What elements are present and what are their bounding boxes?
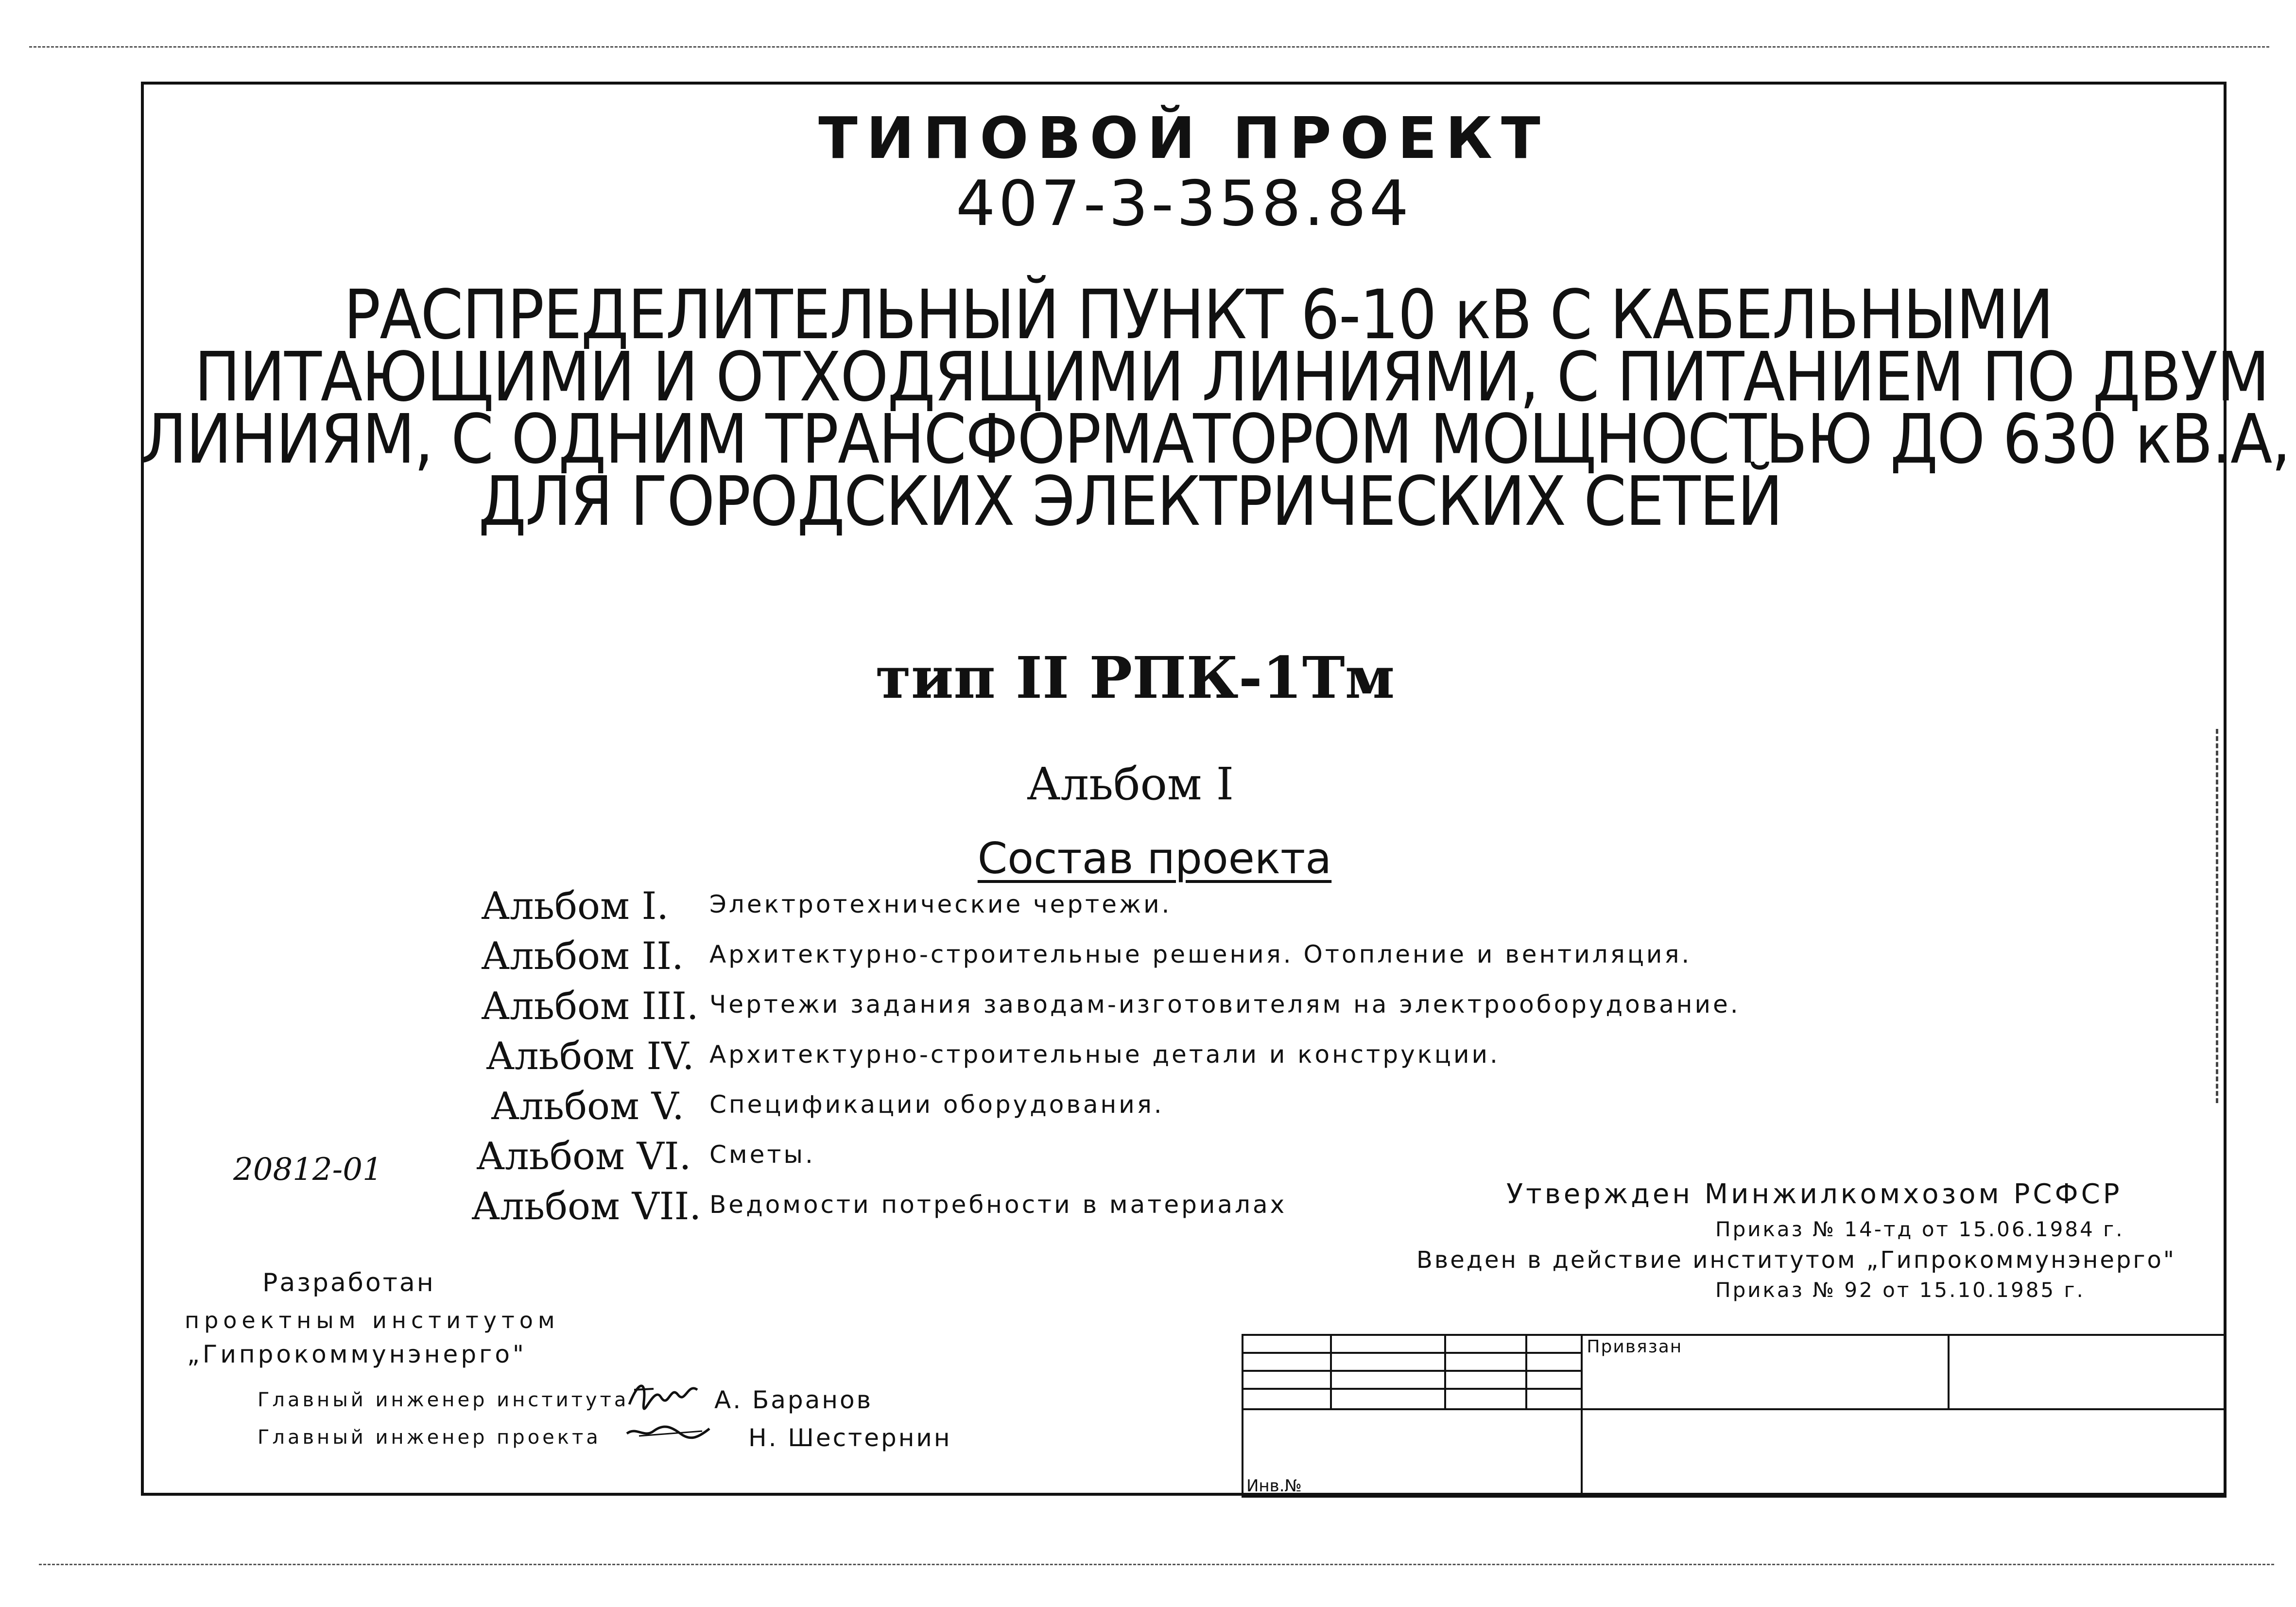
stamp-cell [1582, 1409, 2226, 1497]
stamp-cell [1445, 1371, 1526, 1389]
project-subtype: тип II РПК-1Тм [875, 644, 1395, 711]
album-label: Альбом V. [491, 1085, 684, 1128]
title-line-1: РАСПРЕДЕЛИТЕЛЬНЫЙ ПУНКТ 6-10 кВ С КАБЕЛЬНЫМИ [344, 276, 2053, 355]
stamp-attached-cell [1582, 1335, 1949, 1409]
composition-heading: Состав проекта [977, 833, 1332, 883]
title-line-2: ПИТАЮЩИМИ И ОТХОДЯЩИМИ ЛИНИЯМИ, С ПИТАНИЕМ ПО ДВУМ [194, 338, 2269, 417]
album-label: Альбом II. [481, 934, 684, 978]
album-number: Альбом I [1026, 758, 1234, 810]
stamp-inventory-label: Инв.№ [1246, 1476, 1302, 1496]
title-line-3: ЛИНИЯМ, С ОДНИМ ТРАНСФОРМАТОРОМ МОЩНОСТЬЮ ДО 630 кВ.А, [141, 400, 2290, 479]
developer-line-1: Разработан [262, 1268, 435, 1297]
stamp-cell [1949, 1335, 2226, 1409]
title-line-4: ДЛЯ ГОРОДСКИХ ЭЛЕКТРИЧЕСКИХ СЕТЕЙ [478, 462, 1782, 541]
developer-line-3: „Гипрокоммунэнерго" [187, 1340, 527, 1368]
album-label: Альбом III. [481, 985, 699, 1028]
stamp-attached-label: Привязан [1587, 1337, 1683, 1357]
handwritten-code: 20812-01 [233, 1152, 382, 1188]
approval-order-2: Приказ № 92 от 15.10.1985 г. [1715, 1278, 2085, 1302]
stamp-cell [1445, 1335, 1526, 1353]
title-block-stamp [1242, 1334, 2227, 1498]
album-description: Архитектурно-строительные детали и конструкции. [709, 1040, 1500, 1069]
album-description: Архитектурно-строительные решения. Отопление и вентиляция. [709, 940, 1692, 968]
chief-project-label: Главный инженер проекта [258, 1426, 601, 1449]
stamp-cell [1526, 1389, 1582, 1409]
album-description: Электротехнические чертежи. [709, 890, 1172, 918]
album-label: Альбом VII. [471, 1185, 702, 1228]
album-description: Спецификации оборудования. [709, 1090, 1164, 1119]
stamp-cell [1526, 1371, 1582, 1389]
album-description: Сметы. [709, 1140, 815, 1169]
stamp-cell [1445, 1389, 1526, 1409]
chief-institute-name: А. Баранов [714, 1386, 873, 1414]
approval-order-1: Приказ № 14-тд от 15.06.1984 г. [1715, 1217, 2124, 1241]
chief-project-name: Н. Шестернин [748, 1424, 952, 1452]
album-description: Чертежи задания заводам-изготовителям на электрооборудование. [709, 990, 1741, 1019]
stamp-cell [1243, 1335, 1331, 1353]
stamp-cell [1331, 1353, 1446, 1371]
scan-edge-bottom [39, 1564, 2274, 1565]
signature-shesternin [624, 1417, 722, 1446]
stamp-cell [1526, 1335, 1582, 1353]
stamp-cell [1331, 1389, 1446, 1409]
project-type-label: ТИПОВОЙ ПРОЕКТ [818, 104, 1549, 172]
album-label: Альбом I. [481, 884, 669, 928]
signature-baranov [624, 1375, 707, 1414]
stamp-cell [1243, 1389, 1331, 1409]
stamp-inventory-cell [1243, 1409, 1582, 1497]
album-label: Альбом IV. [486, 1035, 694, 1078]
stamp-cell [1243, 1353, 1331, 1371]
stamp-cell [1243, 1371, 1331, 1389]
developer-line-2: проектным институтом [185, 1307, 560, 1333]
scan-edge-top [29, 46, 2269, 48]
stamp-cell [1331, 1335, 1446, 1353]
stamp-cell [1445, 1353, 1526, 1371]
chief-institute-label: Главный инженер института [258, 1389, 629, 1411]
stamp-cell [1331, 1371, 1446, 1389]
stamp-cell [1526, 1353, 1582, 1371]
introduced-by: Введен в действие институтом „Гипрокоммунэнерго" [1416, 1246, 2176, 1274]
approved-by: Утвержден Минжилкомхозом РСФСР [1506, 1178, 2123, 1210]
album-description: Ведомости потребности в материалах [709, 1191, 1287, 1219]
project-number: 407-3-358.84 [956, 168, 1412, 240]
album-label: Альбом VI. [476, 1135, 691, 1178]
project-title [141, 276, 2290, 541]
